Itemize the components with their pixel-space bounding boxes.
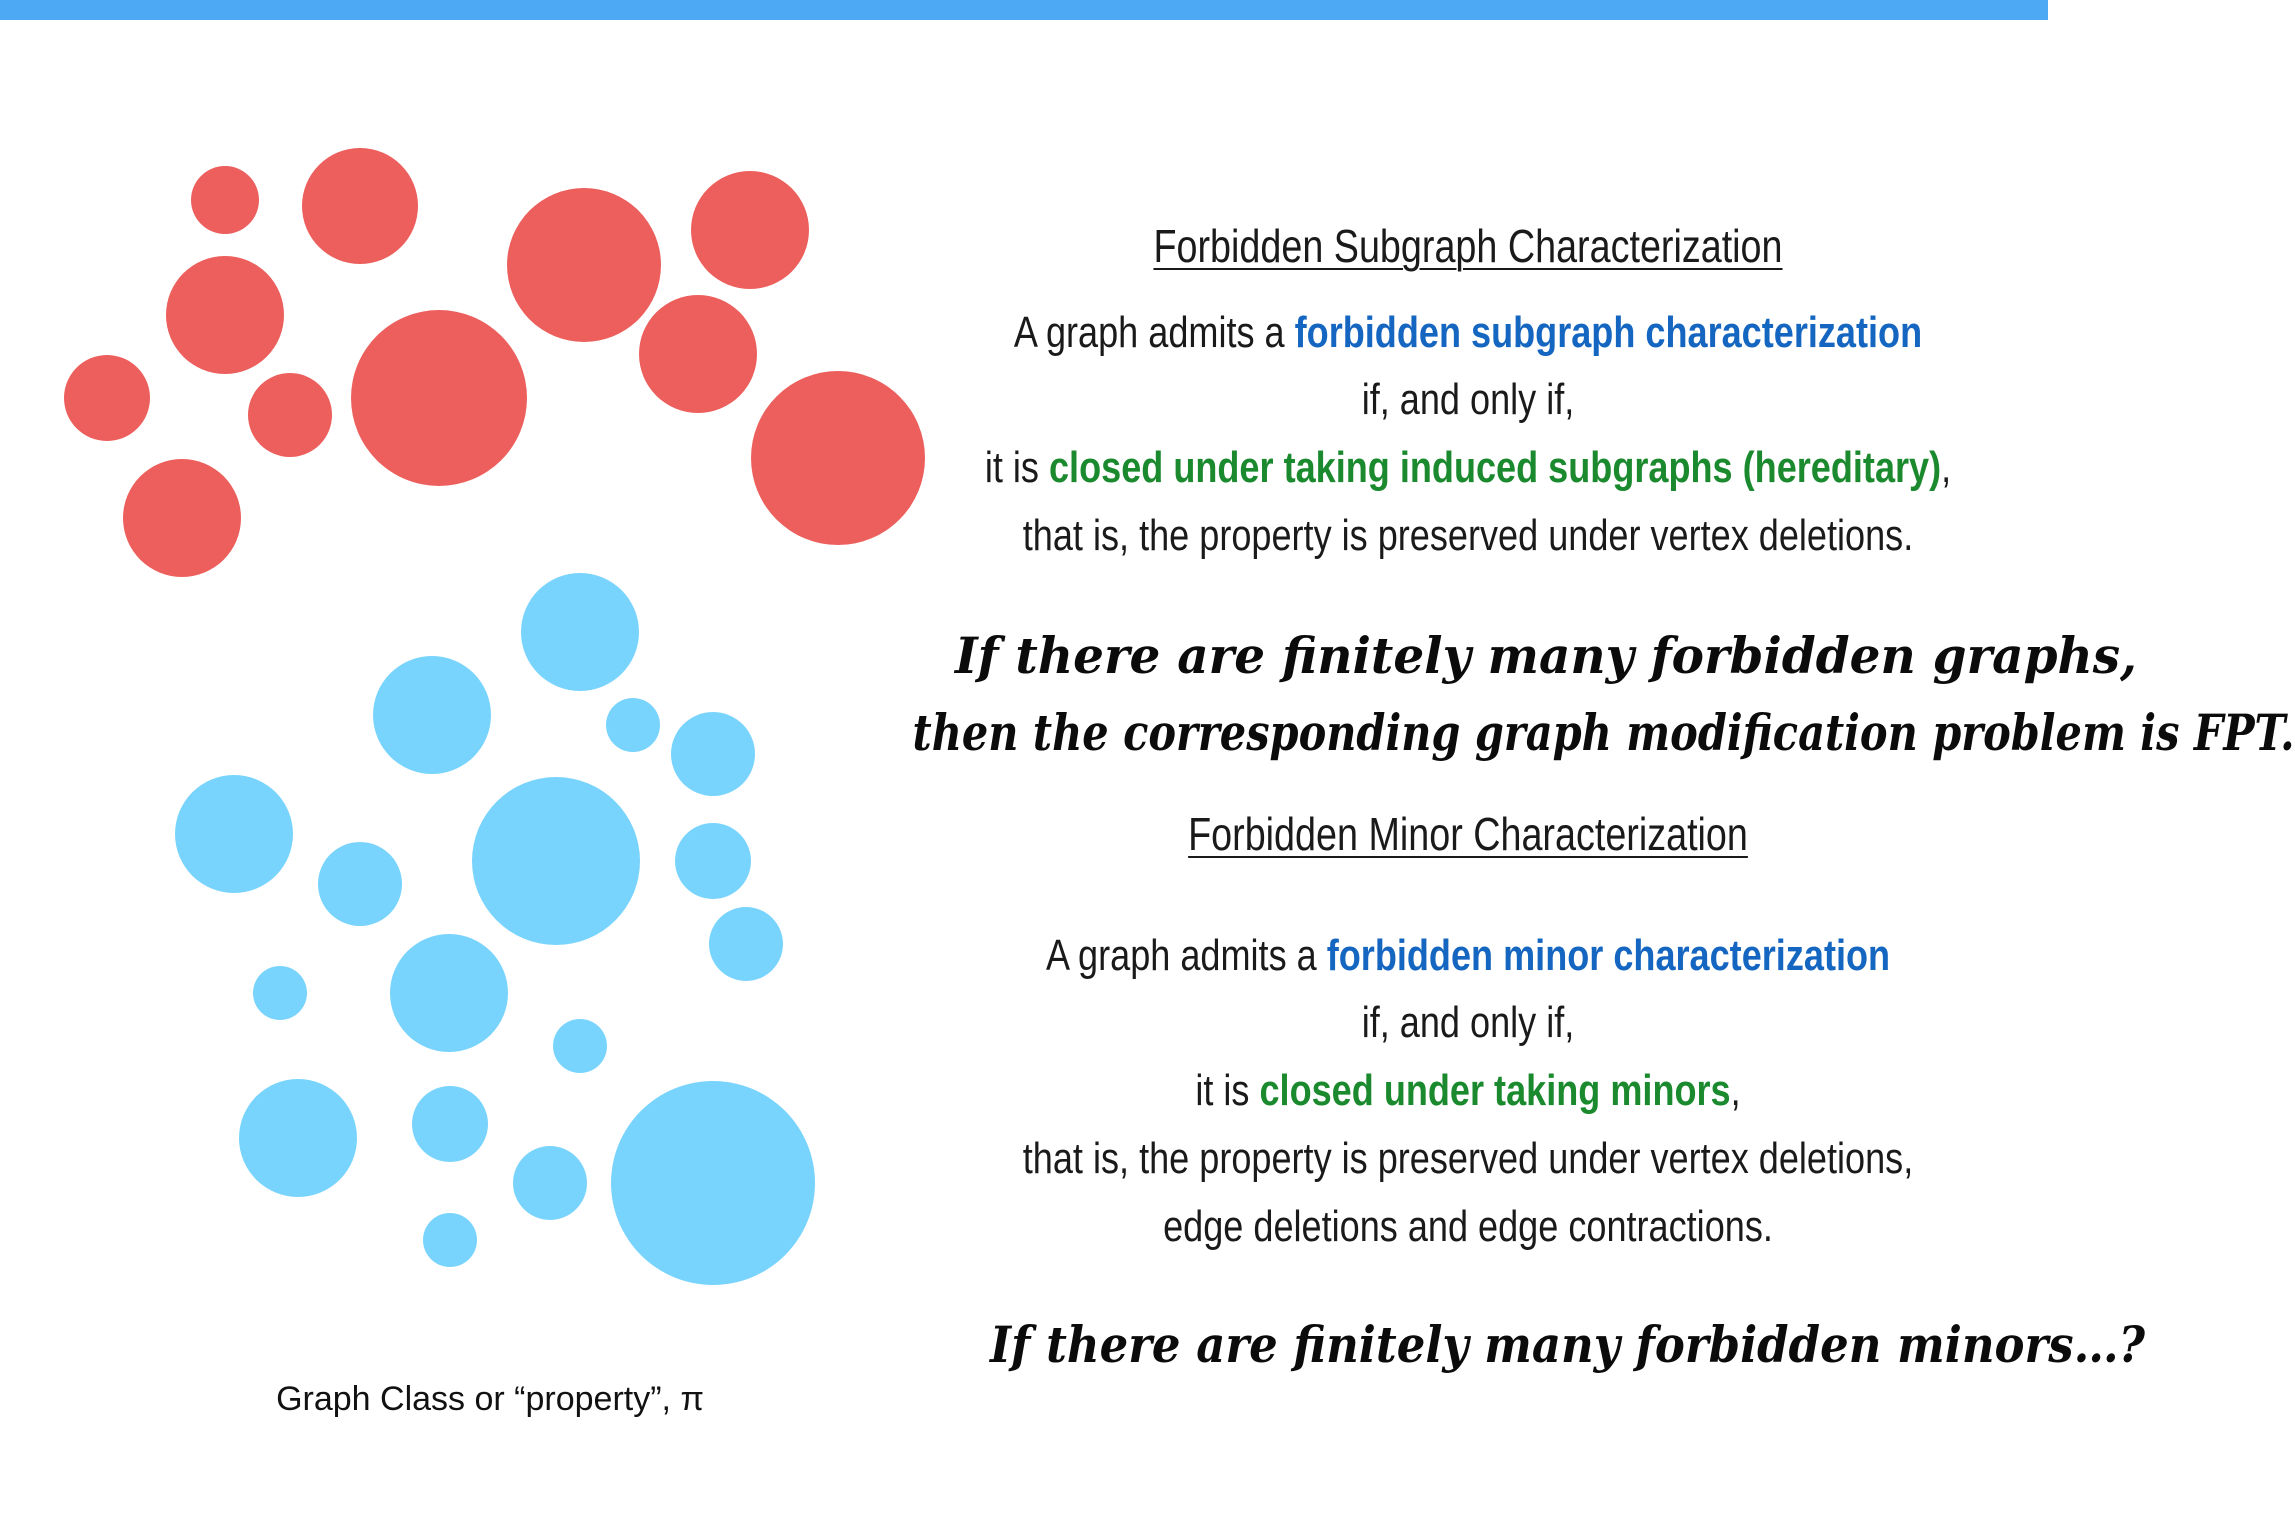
hereditary-term: closed under taking induced subgraphs (hereditary) (1048, 443, 1942, 492)
red-circle (191, 166, 259, 234)
graph-class-caption: Graph Class or “property”, π (276, 1380, 704, 1418)
blue-circle (423, 1213, 477, 1267)
red-circle (507, 188, 661, 342)
red-circle (302, 148, 418, 264)
subgraph-characterization-term: forbidden subgraph characterization (1294, 308, 1923, 357)
minor-explanation-line1: that is, the property is preserved under vertex deletions, (1022, 1134, 1914, 1183)
red-circle-cluster (64, 148, 925, 577)
minor-iff-line: if, and only if, (1361, 998, 1575, 1047)
subgraph-line3-prefix: it is (984, 443, 1049, 492)
blue-circle (606, 698, 660, 752)
blue-circle (521, 573, 639, 691)
fpt-note-line2: then the corresponding graph modification problem is FPT. (912, 703, 2295, 762)
minor-line3-prefix: it is (1195, 1066, 1260, 1115)
blue-circle (671, 712, 755, 796)
red-circle (351, 310, 527, 486)
red-circle (64, 355, 150, 441)
minor-explanation-line2: edge deletions and edge contractions. (1163, 1202, 1773, 1251)
red-circle (123, 459, 241, 577)
subgraph-heading: Forbidden Subgraph Characterization (1153, 220, 1783, 272)
blue-circle (390, 934, 508, 1052)
blue-circle (709, 907, 783, 981)
red-circle (166, 256, 284, 374)
minor-closed-term: closed under taking minors (1259, 1066, 1731, 1115)
minor-closure-line (951, 1063, 1984, 1119)
blue-circle (318, 842, 402, 926)
subgraph-line1-prefix: A graph admits a (1013, 308, 1295, 357)
blue-circle (412, 1086, 488, 1162)
red-circle (691, 171, 809, 289)
blue-circle (513, 1146, 587, 1220)
subgraph-iff-line: if, and only if, (1361, 375, 1575, 424)
subgraph-definition-line (951, 305, 1984, 361)
subgraph-explanation-line: that is, the property is preserved under vertex deletions. (1022, 511, 1914, 560)
subgraph-line3-suffix: , (1941, 443, 1952, 492)
minor-question-note: If there are finitely many forbidden minors…? (990, 1315, 2145, 1374)
minor-characterization-term: forbidden minor characterization (1326, 931, 1891, 980)
red-circle (639, 295, 757, 413)
minor-definition-line (951, 928, 1984, 984)
minor-line1-prefix: A graph admits a (1045, 931, 1327, 980)
subgraph-closure-line (951, 440, 1984, 496)
minor-heading: Forbidden Minor Characterization (1188, 808, 1748, 860)
blue-circle (253, 966, 307, 1020)
blue-circle (611, 1081, 815, 1285)
red-circle (248, 373, 332, 457)
blue-circle (239, 1079, 357, 1197)
blue-circle (675, 823, 751, 899)
blue-circle (472, 777, 640, 945)
blue-circle (553, 1019, 607, 1073)
red-circle (751, 371, 925, 545)
blue-circle-cluster (175, 573, 815, 1285)
blue-circle (175, 775, 293, 893)
minor-line3-suffix: , (1730, 1066, 1741, 1115)
fpt-note-line1: If there are finitely many forbidden graphs, (955, 626, 2137, 685)
graph-class-circles (0, 0, 900, 1536)
blue-circle (373, 656, 491, 774)
